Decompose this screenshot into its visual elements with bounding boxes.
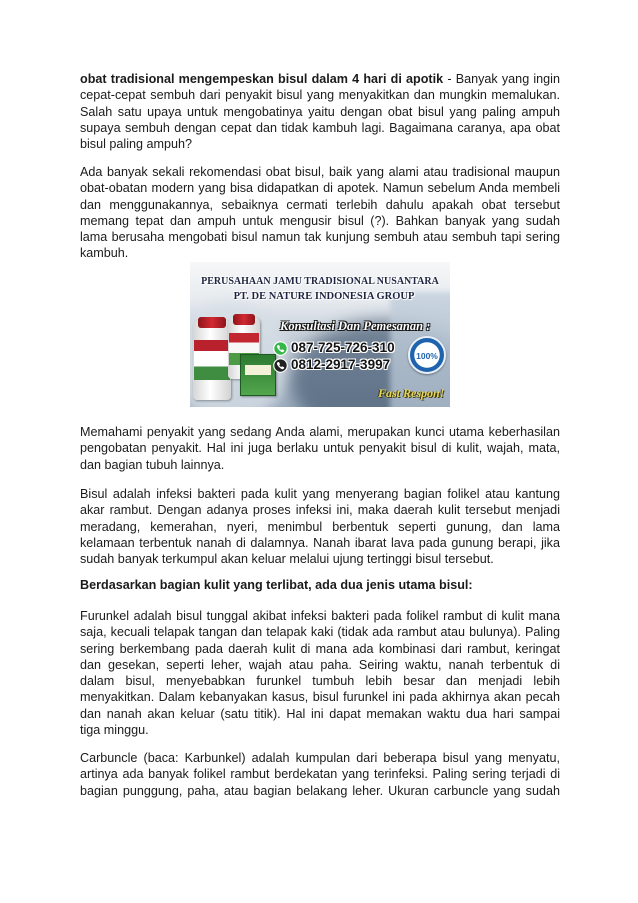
section-heading: Berdasarkan bagian kulit yang terlibat, ada dua jenis utama bisul: [80,578,473,592]
paragraph-line: menyakitkan. Dalam kebanyakan kasus, bisul furunkel ini pada akhirnya akan pecah [80,690,560,705]
paragraph-line: tiga minggu. [80,723,149,738]
paragraph-line: Salah satu upaya untuk mengobatinya yaitu dengan obat bisul yang paling ampuh [80,104,560,119]
paragraph-line: Memahami penyakit yang sedang Anda alami, merupakan kunci utama keberhasilan [80,425,560,439]
paragraph-line: akar rambut. Dengan adanya proses infeksi ini, maka daerah kulit tersebut menjadi [80,503,560,518]
paragraph-line: lama berusaha mengobati bisul namun tak kunjung sembuh atau sembuh tapi sering [80,230,560,245]
paragraph-line: dan nanah akan keluar (satu titik). Hal ini dapat memakan waktu dua hari sampai [80,706,560,721]
badge-text: 100% [416,351,438,361]
bottle-cap [198,317,226,328]
product-box [240,354,276,396]
whatsapp-number: 087-725-726-310 [291,340,395,355]
paragraph-line: dalam bisul, menyebabkan furunkel tumbuh lebih besar dan menjadi lebih [80,674,560,689]
paragraph-line: memang tepat dan ampuh untuk mengusir bisul (?). Bahkan banyak yang sudah [80,213,560,228]
paragraph-line: kelamaan terbentuk nanah di dalamnya. Nanah ibarat lava pada gunung berapi, jika [80,535,560,550]
furuncle-paragraph [80,608,560,738]
product-banner-image [190,262,450,407]
paragraph-line: bagian punggung, paha, atau bagian belakang leher. Ukuran carbuncle yang sudah [80,783,560,798]
paragraph-line: dan gesekan, seperti leher, wajah atau paha. Seiring waktu, nanah terbentuk di [80,657,560,672]
understanding-paragraph [80,424,560,473]
paragraph-line: saja, kecuali telapak tangan dan telapak kaki (tidak ada rambut atau bulunya). Paling [80,625,560,640]
bottle-label [194,340,230,380]
carbuncle-paragraph [80,750,560,799]
paragraph-line: Bisul adalah infeksi bakteri pada kulit yang menyerang bagian folikel atau kantung [80,487,560,501]
banner-company-name: PERUSAHAAN JAMU TRADISIONAL NUSANTARA [201,276,439,287]
intro-paragraph [80,71,560,152]
paragraph-line: artinya ada banyak folikel rambut berdekatan yang terinfeksi. Paling sering terjadi di [80,767,560,782]
paragraph-line: pengobatan penyakit. Hal ini juga berlaku untuk penyakit bisul di kulit, wajah, mata, [80,441,560,456]
banner-brand-name: PT. DE NATURE INDONESIA GROUP [233,291,415,302]
paragraph-line: obat-obatan modern yang bisa didapatkan di apotek. Namun sebelum Anda membeli [80,181,560,196]
paragraph-line: bisul paling ampuh? [80,137,193,152]
definition-paragraph [80,486,560,567]
product-box-label [245,365,271,375]
paragraph-line: sering berkembang pada daerah kulit di mana ada kombinasi dari rambut, keringat [80,641,560,656]
phone-icon [273,358,288,373]
banner-contact-label: Konsultasi Dan Pemesanan : [280,319,431,333]
paragraph-line: meradang, kemerahan, nyeri, menimbul berbentuk seperti gunung, dan lama [80,519,560,534]
bottle-cap [233,314,255,325]
paragraph-line: Furunkel adalah bisul tunggal akibat infeksi bakteri pada folikel rambut di kulit mana [80,609,560,623]
phone-number: 0812-2917-3997 [291,357,391,372]
whatsapp-icon [273,341,288,356]
article-keyword-title: obat tradisional mengempeskan bisul dalam 4 hari di apotik [80,72,444,86]
paragraph-line: cepat-cepat sembuh dari penyakit bisul yang menyakitkan dan mungkin memalukan. [80,88,560,103]
recommendations-paragraph [80,164,560,262]
paragraph-line [80,71,560,87]
paragraph-line: dan menggunakannya, sebaiknya cermati terlebih dahulu apakah obat tersebut [80,197,560,212]
intro-lead-tail: - Banyak yang ingin [447,72,560,86]
paragraph-line: sudah banyak terkumpul akan keluar melalui ujung tertinggi bisul tersebut. [80,552,494,567]
paragraph-line: kambuh. [80,246,129,261]
product-bottle [193,320,231,400]
paragraph-line: Ada banyak sekali rekomendasi obat bisul, baik yang alami atau tradisional maupun [80,165,560,179]
natural-badge-seal [408,336,446,374]
paragraph-line: dan bagian tubuh lainnya. [80,457,225,472]
section-heading-block [80,577,560,593]
paragraph-line: Carbuncle (baca: Karbunkel) adalah kumpulan dari beberapa bisul yang menyatu, [80,751,560,765]
banner-tagline: Fast Respon! [378,386,445,400]
paragraph-line: supaya sembuh dengan cepat dan tidak kambuh lagi. Bagaimana caranya, apa obat [80,120,560,135]
